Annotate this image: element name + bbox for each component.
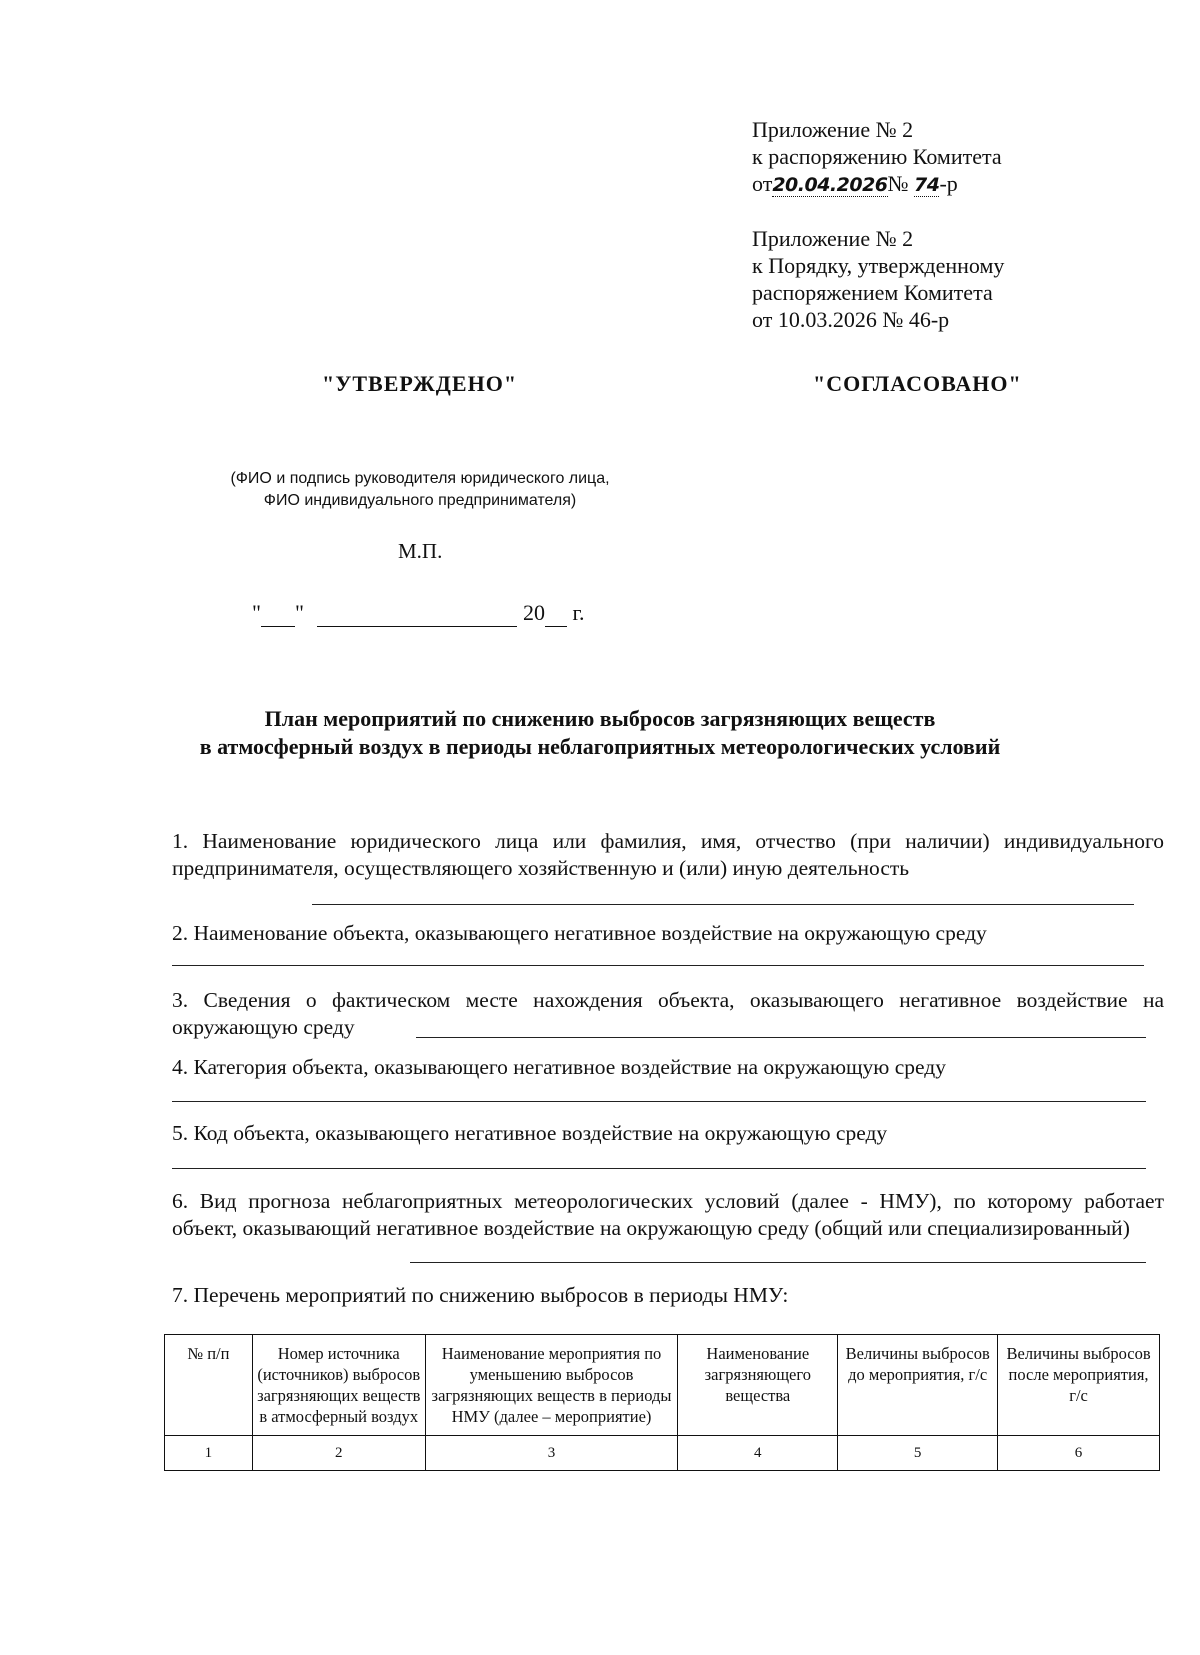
approval-date-line — [252, 600, 585, 627]
annex-order-ref: к распоряжению Комитета — [752, 144, 1002, 169]
year-prefix: 20 — [522, 600, 545, 625]
number-suffix: -р — [939, 171, 958, 196]
measures-table — [164, 1334, 1160, 1471]
month-blank — [317, 600, 517, 627]
approved-heading: "УТВЕРЖДЕНО" — [322, 371, 518, 396]
title-line2: в атмосферный воздух в периоды неблагоприятных метеорологических условий — [199, 734, 1001, 759]
item-5-fill-line — [172, 1168, 1146, 1169]
item-5-text: 5. Код объекта, оказывающего негативное воздействие на окружающую среду — [172, 1121, 888, 1145]
annex-title: Приложение № 2 — [752, 117, 914, 142]
column-number-cell: 1 — [165, 1436, 253, 1471]
column-number-cell: 5 — [838, 1436, 998, 1471]
annex-procedure-ref: к Порядку, утвержденному — [752, 253, 1005, 278]
year-suffix: г. — [572, 600, 585, 625]
item-3 — [172, 987, 1164, 1041]
column-number-cell: 3 — [425, 1436, 678, 1471]
column-number-cell: 2 — [252, 1436, 425, 1471]
annex-order-block — [752, 116, 1002, 197]
column-number-cell: 6 — [998, 1436, 1160, 1471]
date-prefix: от — [752, 171, 773, 196]
item-1-fill-line — [312, 904, 1134, 905]
header-cell-emissions-after: Величины выбросов после мероприятия, г/с — [998, 1335, 1160, 1436]
item-6 — [172, 1188, 1164, 1242]
item-6-fill-line — [410, 1262, 1146, 1263]
signature-caption — [150, 468, 690, 512]
handwritten-number: 74 — [914, 174, 940, 196]
item-5 — [172, 1120, 1164, 1147]
item-4-fill-line — [172, 1101, 1146, 1102]
item-3-text: 3. Сведения о фактическом месте нахождения объекта, оказывающего негативное воздействие на окружающую среду — [172, 988, 1164, 1039]
item-6-text: 6. Вид прогноза неблагоприятных метеорологических условий (далее - НМУ), по которому работает объект, оказывающий негативное воздействие на окружающую среду (общий или специализированный) — [172, 1189, 1164, 1240]
item-3-fill-line — [416, 1037, 1146, 1038]
item-7-text: 7. Перечень мероприятий по снижению выбросов в периоды НМУ: — [172, 1283, 789, 1307]
agreed-heading: "СОГЛАСОВАНО" — [813, 371, 1022, 396]
item-4-text: 4. Категория объекта, оказывающего негативное воздействие на окружающую среду — [172, 1055, 946, 1079]
year-blank — [545, 600, 567, 627]
date-quote-close: " — [294, 600, 304, 625]
number-sign: № — [887, 171, 909, 196]
annex-title: Приложение № 2 — [752, 226, 914, 251]
header-cell-substance: Наименование загрязняющего вещества — [678, 1335, 838, 1436]
header-cell-measure: Наименование мероприятия по уменьшению выбросов загрязняющих веществ в периоды НМУ (далее – мероприятие) — [425, 1335, 678, 1436]
item-2 — [172, 920, 1164, 947]
header-cell-number: № п/п — [165, 1335, 253, 1436]
column-number-cell: 4 — [678, 1436, 838, 1471]
stamp-place: М.П. — [398, 539, 443, 563]
document-title — [120, 705, 1080, 761]
item-1 — [172, 828, 1164, 882]
item-7 — [172, 1282, 1164, 1309]
item-2-fill-line — [172, 965, 1144, 966]
table-numbering-row — [165, 1436, 1160, 1471]
header-cell-source: Номер источника (источников) выбросов загрязняющих веществ в атмосферный воздух — [252, 1335, 425, 1436]
annex-order-date-line — [752, 170, 1002, 197]
item-1-text: 1. Наименование юридического лица или фамилия, имя, отчество (при наличии) индивидуального предпринимателя, осуществляющего хозяйственную и (или) иную деятельность — [172, 829, 1164, 880]
item-2-text: 2. Наименование объекта, оказывающего негативное воздействие на окружающую среду — [172, 921, 987, 945]
item-4 — [172, 1054, 1164, 1081]
title-line1: План мероприятий по снижению выбросов загрязняющих веществ — [264, 706, 936, 731]
annex-procedure-ref-2: распоряжением Комитета — [752, 280, 993, 305]
header-cell-emissions-before: Величины выбросов до мероприятия, г/с — [838, 1335, 998, 1436]
day-blank — [261, 600, 295, 627]
table-header-row — [165, 1335, 1160, 1436]
handwritten-date: 20.04.2026 — [772, 174, 888, 196]
date-quote-open: " — [252, 600, 261, 625]
signature-caption-line2: ФИО индивидуального предпринимателя) — [263, 492, 577, 509]
signature-caption-line1: (ФИО и подпись руководителя юридического лица, — [230, 470, 610, 487]
annex-procedure-block — [752, 225, 1004, 333]
annex-procedure-date: от 10.03.2026 № 46-р — [752, 307, 950, 332]
